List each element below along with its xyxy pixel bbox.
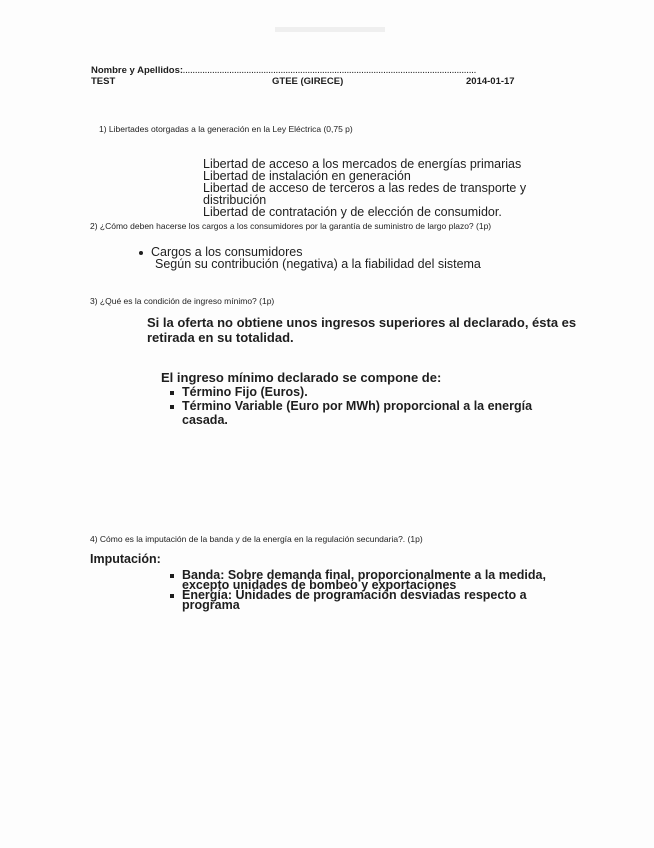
- question-3: 3) ¿Qué es la condición de ingreso mínimo? (1p): [90, 296, 275, 306]
- q2-answer-line: Según su contribución (negativa) a la fiabilidad del sistema: [155, 257, 481, 271]
- course-label: GTEE (GIRECE): [272, 76, 344, 87]
- q4-bullet-text: Energía: Unidades de programación desviadas respecto a: [182, 588, 527, 602]
- q1-answer-line: Libertad de acceso a los mercados de energías primarias: [203, 157, 522, 171]
- bullet-dot-icon: [139, 251, 143, 255]
- q3-bullet-continuation: casada.: [182, 413, 228, 427]
- q1-answer-line: Libertad de acceso de terceros a las redes de transporte y: [203, 181, 527, 195]
- q3-bullet-item: [170, 386, 308, 398]
- q1-answer-line: Libertad de contratación y de elección de consumidor.: [203, 205, 502, 219]
- q3-answer-line: retirada en su totalidad.: [147, 330, 294, 345]
- test-label: TEST: [91, 76, 116, 87]
- q3-bullet-text: Término Fijo (Euros).: [182, 385, 308, 399]
- q4-bullet-continuation: excepto unidades de bombeo y exportaciones: [182, 578, 457, 592]
- name-dots: ........................................................................................................................: [183, 68, 477, 75]
- q4-heading: Imputación:: [90, 552, 161, 566]
- q3-answer-line: Si la oferta no obtiene unos ingresos superiores al declarado, ésta es: [147, 315, 577, 330]
- q3-bullet-text: Término Variable (Euro por MWh) proporcional a la energía: [182, 399, 533, 413]
- q1-answer-line: distribución: [203, 193, 267, 207]
- q2-bullet-text: Cargos a los consumidores: [151, 245, 303, 259]
- faint-header-mark: [275, 27, 385, 32]
- q4-bullet-text: Banda: Sobre demanda final, proporcionalmente a la medida,: [182, 568, 546, 582]
- q4-bullet-continuation: programa: [182, 598, 240, 612]
- bullet-square-icon: [170, 594, 174, 598]
- bullet-square-icon: [170, 405, 174, 409]
- question-4: 4) Cómo es la imputación de la banda y de la energía en la regulación secundaria?. (1p): [90, 534, 423, 544]
- question-1: 1) Libertades otorgadas a la generación en la Ley Eléctrica (0,75 p): [99, 124, 353, 134]
- name-line: [91, 65, 476, 76]
- exam-date: 2014-01-17: [466, 76, 515, 87]
- bullet-square-icon: [170, 574, 174, 578]
- question-2: 2) ¿Cómo deben hacerse los cargos a los consumidores por la garantía de suministro de largo plazo? (1p): [90, 221, 492, 231]
- q1-answer-line: Libertad de instalación en generación: [203, 169, 411, 183]
- bullet-square-icon: [170, 391, 174, 395]
- q3-heading: El ingreso mínimo declarado se compone de:: [161, 370, 442, 385]
- q3-bullet-item: [170, 400, 532, 412]
- name-label: Nombre y Apellidos:: [91, 65, 184, 76]
